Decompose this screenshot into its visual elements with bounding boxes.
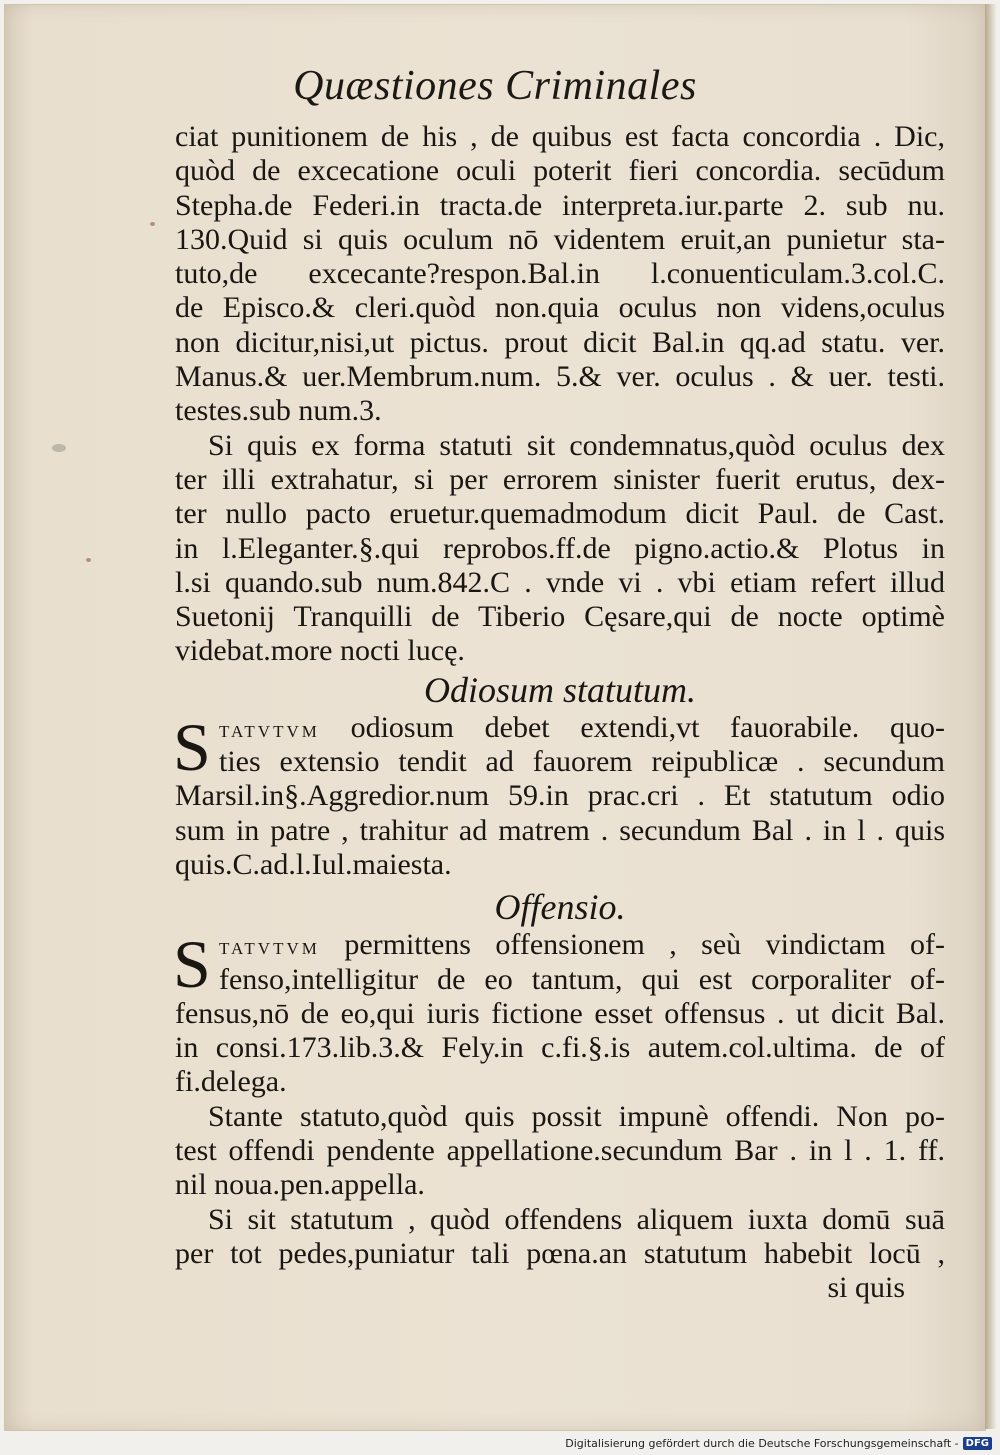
text-line: Marsil.in§.Aggredior.num 59.in prac.cri . Et statutum odio: [175, 779, 945, 813]
text-line: quòd de excecatione oculi poterit fieri concordia. secūdum: [175, 154, 945, 188]
ink-speck: [52, 444, 66, 452]
section-odiosum: [173, 708, 945, 882]
small-caps-word: tatvtvm: [219, 716, 320, 743]
text-line: Suetonij Tranquilli de Tiberio Cęsare,qui de nocte optimè: [175, 600, 945, 634]
text-line: ciat punitionem de his , de quibus est facta concordia . Dic,: [175, 120, 945, 153]
text-line: non dicitur,nisi,ut pictus. prout dicit Bal.in qq.ad statu. ver.: [175, 325, 945, 359]
text-line: sum in patre , trahitur ad matrem . secundum Bal . in l . quis: [175, 813, 945, 847]
ink-speck: [86, 558, 91, 562]
footer-credit: Digitalisierung gefördert durch die Deutsche Forschungsgemeinschaft -: [565, 1437, 959, 1450]
running-head: Quæstiones Criminales: [293, 63, 697, 109]
text-line: per tot pedes,puniatur tali pœna.an statutum habebit locū ,: [175, 1236, 945, 1270]
text-line: in l.Eleganter.§.qui reprobos.ff.de pigno.actio.& Plotus in: [175, 531, 945, 565]
paragraph-2: [175, 429, 945, 669]
text-line: tuto,de excecante?respon.Bal.in l.conuenticulam.3.col.C.: [175, 257, 945, 291]
digitization-footer: [565, 1437, 992, 1450]
drop-cap: S: [173, 926, 211, 1003]
dfg-logo-icon: DFG: [963, 1437, 992, 1450]
catchword: si quis: [827, 1271, 905, 1305]
small-caps-word: tatvtvm: [219, 934, 320, 961]
text-line: Manus.& uer.Membrum.num. 5.& ver. oculus . & uer. testi.: [175, 360, 945, 394]
text-line: in consi.173.lib.3.& Fely.in c.fi.§.is autem.col.ultima. de of: [175, 1031, 945, 1065]
section-heading-odiosum: Odiosum statutum.: [423, 669, 697, 710]
paragraph-1: [175, 120, 945, 429]
text-line: Stante statuto,quòd quis possit impunè offendi. Non po-: [208, 1099, 945, 1133]
text-line: Stepha.de Federi.in tracta.de interpreta.iur.parte 2. sub nu.: [175, 188, 945, 222]
text-line: nil noua.pen.appella.: [175, 1168, 425, 1202]
first-line-rest: odiosum debet extendi,vt fauorabile. quo-: [350, 710, 945, 744]
text-line: 130.Quid si quis oculum nō videntem eruit,an punietur sta-: [175, 222, 945, 256]
paragraph-4: [175, 1203, 945, 1272]
text-line: fi.delega.: [175, 1065, 287, 1099]
text-line: Si sit statutum , quòd offendens aliquem iuxta domū suā: [208, 1202, 945, 1236]
paragraph-3: [175, 1100, 945, 1203]
text-line: fensus,nō de eo,qui iuris fictione esset offensus . ut dicit Bal.: [175, 996, 945, 1030]
text-line: ties extensio tendit ad fauorem reipublicæ . secundum: [219, 745, 945, 779]
text-line: ter illi extrahatur, si per errorem sinister fuerit erutus, dex-: [175, 462, 945, 496]
text-line: fenso,intelligitur de eo tantum, qui est corporaliter of-: [219, 962, 945, 996]
text-line: test offendi pendente appellatione.secundum Bar . in l . 1. ff.: [175, 1134, 945, 1168]
text-line: ter nullo pacto eruetur.quemadmodum dicit Paul. de Cast.: [175, 497, 945, 531]
ink-speck: [150, 222, 155, 226]
section-heading-offensio: Offensio.: [494, 887, 626, 928]
first-line-rest: permittens offensionem , seù vindictam of-: [344, 928, 946, 962]
text-line: videbat.more nocti lucę.: [175, 634, 465, 668]
text-line: l.si quando.sub num.842.C . vnde vi . vbi etiam refert illud: [175, 565, 945, 599]
text-line: testes.sub num.3.: [175, 394, 382, 428]
drop-cap: S: [173, 708, 211, 785]
text-line: de Episco.& cleri.quòd non.quia oculus non videns,oculus: [175, 291, 945, 325]
page-edge: [985, 4, 997, 1429]
page-text: [175, 120, 945, 1306]
text-line: Si quis ex forma statuti sit condemnatus,quòd oculus dex: [208, 428, 945, 462]
section-offensio: [175, 928, 945, 1099]
text-line: quis.C.ad.l.Iul.maiesta.: [175, 847, 452, 881]
